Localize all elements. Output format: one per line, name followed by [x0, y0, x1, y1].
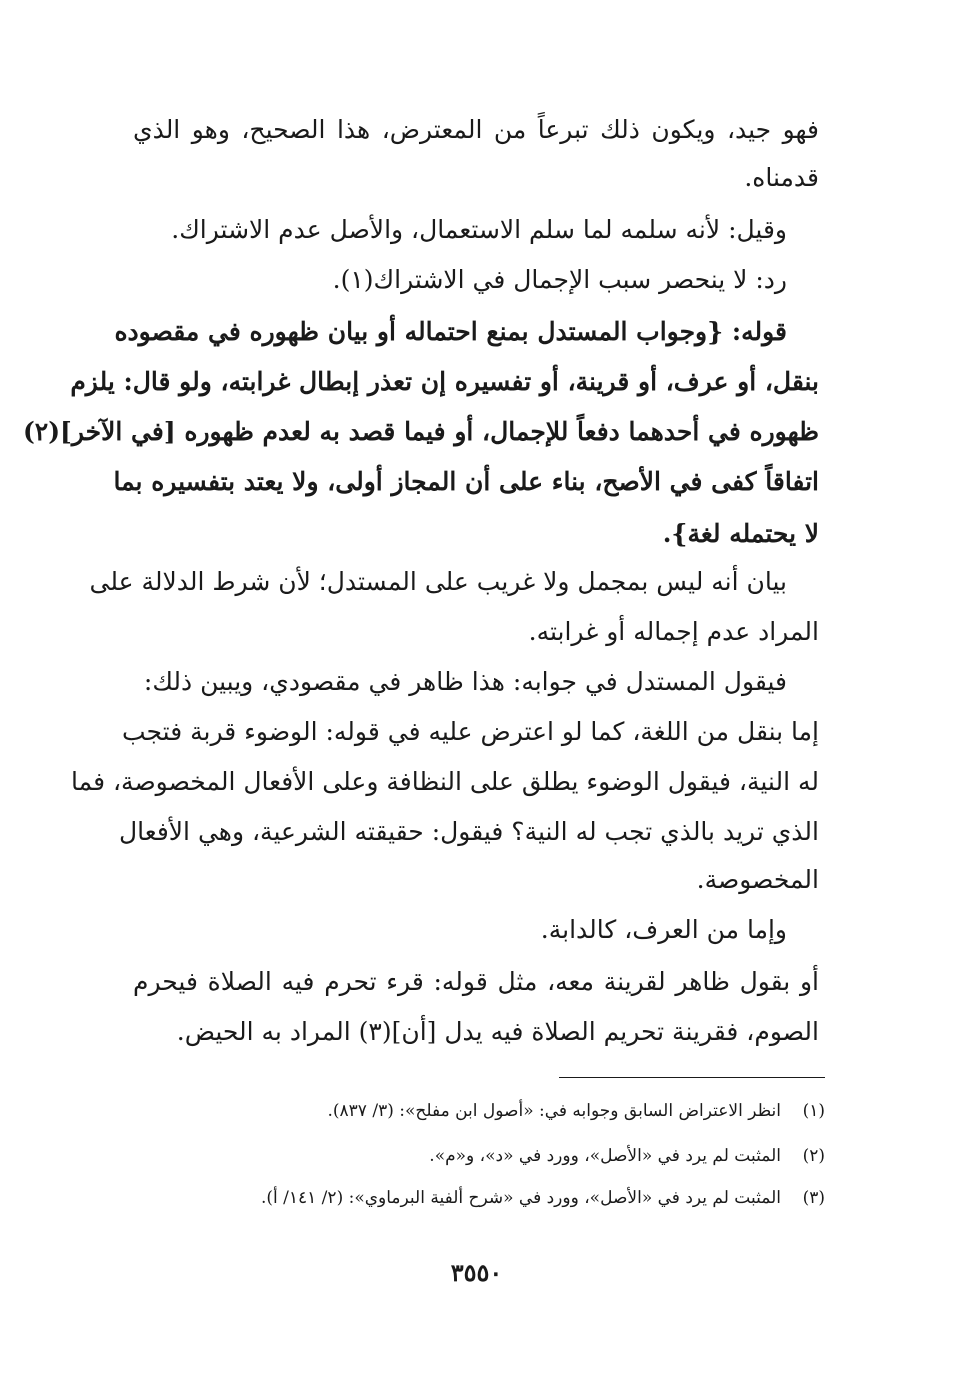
body-line: بيان أنه ليس بمجمل ولا غريب على المستدل؛ لأن شرط الدلالة على: [89, 567, 787, 596]
body-line: الصوم، فقرينة تحريم الصلاة فيه يدل [أن](٣) المراد به الحيض.: [176, 1017, 819, 1046]
footnote: [125, 1098, 825, 1124]
body-line: رد: لا ينحصر سبب الإجمال في الاشتراك(١).: [332, 265, 787, 294]
page-number: ٣٥٥٠: [450, 1258, 503, 1287]
footnote: [125, 1185, 825, 1211]
quoted-text-line: بنقل، أو عرف، أو قرينة، أو تفسيره إن تعذر إبطال غرابته، ولو قال: يلزم: [70, 367, 819, 396]
footnote-text: المثبت لم يرد في «الأصل»، وورد في «د»، و«م».: [429, 1146, 781, 1166]
body-line: أو بقول ظاهر لقرينة معه، مثل قوله: قرء تحرم فيه الصلاة فيحرم: [133, 967, 819, 996]
body-line: قدمناه.: [744, 163, 819, 192]
footnote-number: (٢): [802, 1146, 825, 1166]
quoted-text-line: قوله: {وجواب المستدل بمنع احتماله أو بيان ظهوره في مقصوده: [114, 317, 787, 346]
footnote-text: المثبت لم يرد في «الأصل»، وورد في «شرح ألفية البرماوي»: (٢/ ١٤١/ أ).: [260, 1188, 781, 1208]
body-line: فيقول المستدل في جوابه: هذا ظاهر في مقصودي، ويبين ذلك:: [143, 667, 787, 696]
body-line: المراد عدم إجماله أو غرابته.: [528, 617, 819, 646]
body-line: له النية، فيقول الوضوء يطلق على النظافة وعلى الأفعال المخصوصة، فما: [71, 767, 819, 796]
body-line: وإما من العرف، كالدابة.: [540, 915, 787, 944]
quoted-text-line: ظهوره في أحدهما دفعاً للإجمال، أو فيما قصد به لعدم ظهوره [في الآخر](٢): [22, 417, 819, 446]
body-line: المخصوصة.: [696, 865, 819, 894]
footnote-number: (٣): [802, 1188, 825, 1208]
body-line: الذي تريد بالذي تجب له النية؟ فيقول: حقيقته الشرعية، وهي الأفعال: [119, 817, 819, 846]
quoted-text-line: لا يحتمله لغة}.: [662, 519, 819, 548]
quoted-text-line: اتفاقاً كفى في الأصح، بناء على أن المجاز أولى، ولا يعتد بتفسيره بما: [113, 467, 819, 496]
body-line: وقيل: لأنه سلمه لما سلم الاستعمال، والأصل عدم الاشتراك.: [171, 215, 787, 244]
footnote-text: انظر الاعتراض السابق وجوابه في: «أصول ابن مفلح»: (٣/ ٨٣٧).: [327, 1101, 781, 1121]
footnote: [125, 1143, 825, 1169]
body-line: إما بنقل من اللغة، كما لو اعترض عليه في قوله: الوضوء قربة فتجب: [121, 717, 819, 746]
footnote-separator: [559, 1077, 825, 1078]
body-line: فهو جيد، ويكون ذلك تبرعاً من المعترض، هذا الصحيح، وهو الذي: [133, 115, 819, 144]
footnote-number: (١): [802, 1101, 825, 1121]
